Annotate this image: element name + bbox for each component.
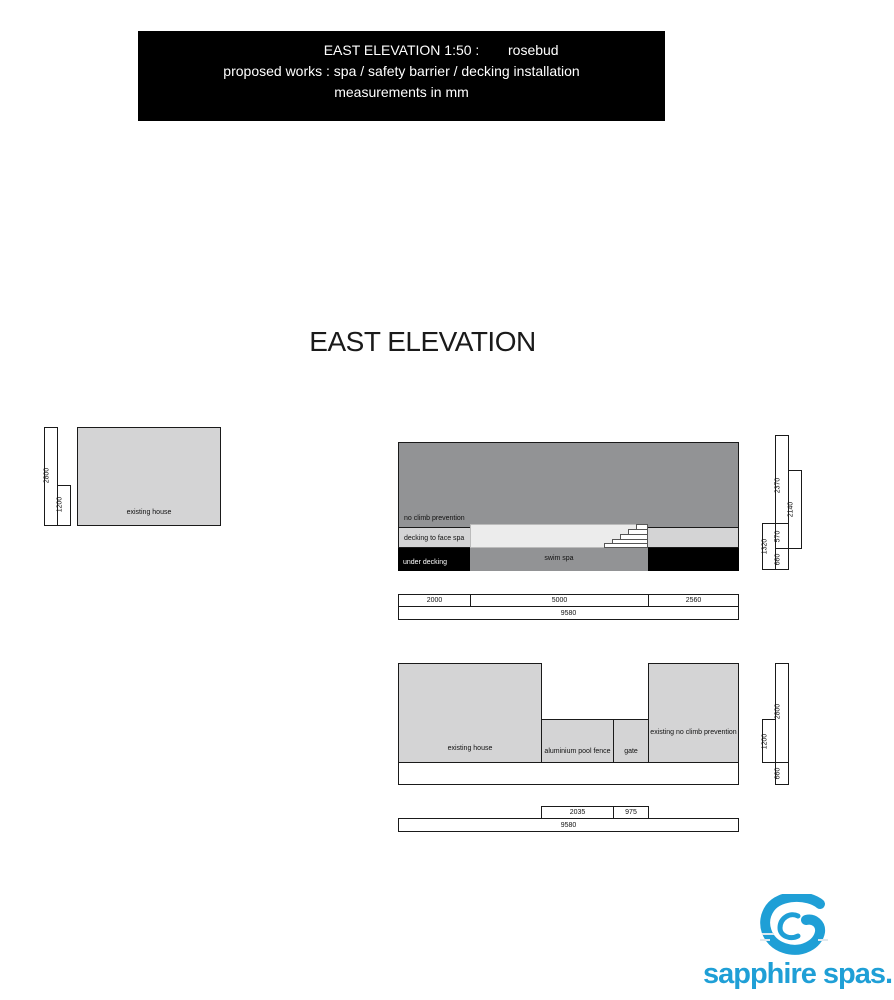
drawing-title: EAST ELEVATION 1:50 : [323,42,480,58]
dim-9580-top: 9580 [398,606,739,620]
under-decking-label: under decking [403,559,447,566]
left-dim-2800-label: 2800 [43,467,51,484]
dim-2140-label: 2140 [787,501,795,518]
existing-no-climb-label: existing no climb prevention [650,729,737,736]
dim-975: 975 [613,806,649,819]
dim-570-label: 570 [774,530,782,543]
ground-strip [398,762,739,785]
dim-2560: 2560 [648,594,739,607]
works-line: proposed works : spa / safety barrier / decking installation [223,63,580,79]
no-climb-zone [398,442,739,528]
gate-label: gate [624,748,638,755]
spa-steps [604,524,648,548]
dim-660-label: 660 [774,553,782,566]
dim-2800-bottom-label: 2800 [774,703,782,720]
dim-2035: 2035 [541,806,614,819]
dim-1320-label: 1320 [761,538,769,555]
aluminium-pool-fence [541,719,614,763]
dim-660-bottom [775,762,789,785]
left-dim-1200-label: 1200 [56,496,64,513]
dim-2140 [788,470,802,549]
no-climb-label: no climb prevention [404,515,465,522]
dim-1200-bottom [762,719,776,763]
client-name: rosebud [508,42,559,58]
dim-5000: 5000 [470,594,649,607]
title-line [138,40,665,61]
title-block [138,31,665,121]
page-title: EAST ELEVATION [309,326,536,357]
dim-9580-bottom: 9580 [398,818,739,832]
decking-face-label: decking to face spa [404,535,465,542]
fence-label: aluminium pool fence [544,748,611,755]
dim-2370-label: 2370 [774,477,782,494]
bottom-existing-house [398,663,542,763]
brand-logo-text: sapphire spas. [703,958,893,990]
dim-660-bottom-label: 660 [774,767,782,780]
gate [613,719,649,763]
units-line: measurements in mm [334,84,469,100]
left-house-label: existing house [126,509,172,516]
dim-2000: 2000 [398,594,471,607]
existing-no-climb [648,663,739,763]
dim-660 [775,548,789,570]
left-dim-1200 [57,485,71,526]
dim-1200-bottom-label: 1200 [761,733,769,750]
swim-spa-label: swim spa [544,555,574,562]
logo-swirl-icon [758,894,830,958]
bottom-house-label: existing house [447,745,493,752]
left-existing-house [77,427,221,526]
dim-570 [775,523,789,549]
swim-spa [470,548,648,571]
